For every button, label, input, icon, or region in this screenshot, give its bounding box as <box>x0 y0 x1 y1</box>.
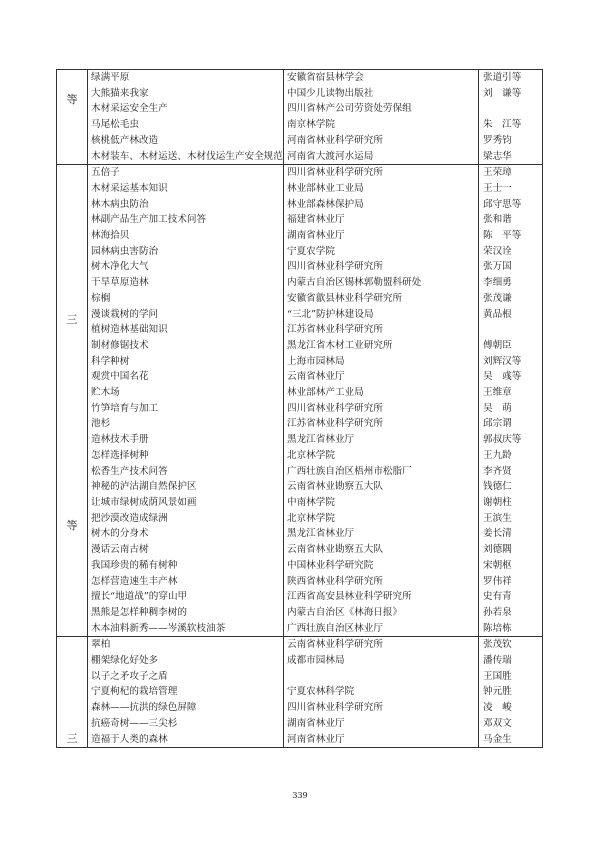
title-cell: 森林——抗洪的绿色屏障 <box>88 700 284 716</box>
title-cell: 池杉 <box>88 416 284 432</box>
author-cell: 谢朝柱 <box>479 495 543 511</box>
unit-cell: 北京林学院 <box>284 511 479 527</box>
title-cell: 怎样选择树种 <box>88 448 284 464</box>
title-cell: 树木的分身术 <box>88 526 284 542</box>
unit-cell: 湖南省林业厅 <box>284 716 479 732</box>
title-cell: 观赏中国名花 <box>88 369 284 385</box>
unit-cell: 福建省林业厅 <box>284 212 479 228</box>
title-cell: 松香生产技术问答 <box>88 464 284 480</box>
author-cell: 李细勇 <box>479 275 543 291</box>
title-cell: 黑熊是怎样种稠李树的 <box>88 605 284 621</box>
table-row <box>88 401 543 417</box>
author-cell: 刘德隅 <box>479 542 543 558</box>
author-cell: 张和谐 <box>479 212 543 228</box>
rank-label: 等 <box>66 93 78 106</box>
table-row <box>88 432 543 448</box>
unit-cell: 内蒙古自治区锡林郭勒盟科研处 <box>284 275 479 291</box>
table-row <box>88 259 543 275</box>
unit-cell: 四川省林业科学研究所 <box>284 700 479 716</box>
title-cell: 漫话云南古树 <box>88 542 284 558</box>
title-cell: 马尾松毛虫 <box>88 117 284 133</box>
author-cell: 刘辉汉等 <box>479 354 543 370</box>
author-cell: 宋朝枢 <box>479 558 543 574</box>
author-cell: 马金生 <box>479 732 543 748</box>
unit-cell: 河南省林业厅 <box>284 732 479 748</box>
author-cell: 王九龄 <box>479 448 543 464</box>
table-row <box>88 526 543 542</box>
table-row <box>88 479 543 495</box>
title-cell: 制材修锯技术 <box>88 338 284 354</box>
author-cell: 罗伟祥 <box>479 574 543 590</box>
table-row <box>88 448 543 464</box>
title-cell: 漫谈栽树的学问 <box>88 307 284 323</box>
author-cell: 陈 平等 <box>479 228 543 244</box>
title-cell: 竹笋培育与加工 <box>88 401 284 417</box>
author-cell <box>479 101 543 117</box>
title-cell: 擅长“地道战”的穿山甲 <box>88 589 284 605</box>
table-group <box>57 165 543 637</box>
rank-cell <box>57 637 88 747</box>
title-cell: 林木病虫防治 <box>88 197 284 213</box>
author-cell: 李齐贤 <box>479 464 543 480</box>
author-cell: 傅朝臣 <box>479 338 543 354</box>
table-row <box>88 307 543 323</box>
unit-cell: 宁夏农学院 <box>284 244 479 260</box>
unit-cell: 南京林学院 <box>284 117 479 133</box>
title-cell: 林海拾贝 <box>88 228 284 244</box>
unit-cell: 江西省高安县林业科学研究所 <box>284 589 479 605</box>
awards-table <box>56 69 543 748</box>
author-cell: 孙若泉 <box>479 605 543 621</box>
unit-cell: 广西壮族自治区林业厅 <box>284 621 479 637</box>
table-row <box>88 338 543 354</box>
unit-cell: 陕西省林业科学研究所 <box>284 574 479 590</box>
title-cell: 木材采运基本知识 <box>88 181 284 197</box>
author-cell: 刘 谦等 <box>479 86 543 102</box>
author-cell: 王荣璋 <box>479 165 543 181</box>
author-cell: 吴 彧等 <box>479 369 543 385</box>
author-cell: 王士一 <box>479 181 543 197</box>
author-cell: 郭叔庆等 <box>479 432 543 448</box>
unit-cell: 黑龙江省林业厅 <box>284 432 479 448</box>
author-cell: 陈培栋 <box>479 621 543 637</box>
unit-cell: 林业部森林保护局 <box>284 197 479 213</box>
unit-cell <box>284 669 479 685</box>
table-row <box>88 495 543 511</box>
table-row <box>88 637 543 653</box>
unit-cell: 云南省林业勘察五大队 <box>284 542 479 558</box>
title-cell: 植树造林基础知识 <box>88 322 284 338</box>
author-cell: 黄品根 <box>479 307 543 323</box>
title-cell: 核桃低产林改造 <box>88 133 284 149</box>
table-row <box>88 464 543 480</box>
rank-cell <box>57 165 88 636</box>
table-row <box>88 385 543 401</box>
page-number: 339 <box>292 791 308 800</box>
table-row <box>88 244 543 260</box>
unit-cell: “三北”防护林建设局 <box>284 307 479 323</box>
title-cell: 让城市绿树成荫风景如画 <box>88 495 284 511</box>
unit-cell: 湖南省林业厅 <box>284 228 479 244</box>
title-cell: 造福于人类的森林 <box>88 732 284 748</box>
author-cell: 吴 萌 <box>479 401 543 417</box>
table-row <box>88 275 543 291</box>
rank-label: 三 <box>66 732 78 746</box>
author-cell: 梁志华 <box>479 149 543 165</box>
unit-cell: 四川省林业科学研究所 <box>284 165 479 181</box>
author-cell: 张茂钦 <box>479 637 543 653</box>
author-cell: 姜长清 <box>479 526 543 542</box>
unit-cell: 宁夏农林科学院 <box>284 684 479 700</box>
table-row <box>88 558 543 574</box>
title-cell: 树木净化大气 <box>88 259 284 275</box>
title-cell: 木材装车、木材运送、木材伐运生产安全规范 <box>88 149 284 165</box>
unit-cell: 云南省林业科学研究所 <box>284 637 479 653</box>
table-row <box>88 684 543 700</box>
unit-cell: 四川省林产公司劳资处劳保组 <box>284 101 479 117</box>
table-row <box>88 354 543 370</box>
title-cell: 棚架绿化好处多 <box>88 653 284 669</box>
table-row <box>88 101 543 117</box>
author-cell: 钟元胜 <box>479 684 543 700</box>
table-row <box>88 228 543 244</box>
table-row <box>88 700 543 716</box>
title-cell: 干旱草原造林 <box>88 275 284 291</box>
table-row <box>88 291 543 307</box>
table-row <box>88 369 543 385</box>
table-row <box>88 165 543 181</box>
table-row <box>88 70 543 86</box>
title-cell: 木材采运安全生产 <box>88 101 284 117</box>
unit-cell: 河南省大渡河水运局 <box>284 149 479 165</box>
author-cell <box>479 322 543 338</box>
author-cell: 王滨生 <box>479 511 543 527</box>
table-row <box>88 416 543 432</box>
table-row <box>88 117 543 133</box>
title-cell: 贮木场 <box>88 385 284 401</box>
table-row <box>88 653 543 669</box>
unit-cell: 云南省林业勘察五大队 <box>284 479 479 495</box>
title-cell: 科学种树 <box>88 354 284 370</box>
author-cell: 张茂谦 <box>479 291 543 307</box>
unit-cell: 林业部林产工业局 <box>284 385 479 401</box>
author-cell: 王维章 <box>479 385 543 401</box>
author-cell: 凌 峻 <box>479 700 543 716</box>
unit-cell: 中国林业科学研究院 <box>284 558 479 574</box>
author-cell: 张道引等 <box>479 70 543 86</box>
unit-cell: 成都市园林局 <box>284 653 479 669</box>
unit-cell: 中国少儿读物出版社 <box>284 86 479 102</box>
table-row <box>88 542 543 558</box>
title-cell: 园林病虫害防治 <box>88 244 284 260</box>
author-cell: 王国胜 <box>479 669 543 685</box>
rank-label: 等 <box>66 519 78 533</box>
title-cell: 大熊猫来我家 <box>88 86 284 102</box>
unit-cell: 中南林学院 <box>284 495 479 511</box>
table-row <box>88 181 543 197</box>
title-cell: 把沙漠改造成绿洲 <box>88 511 284 527</box>
title-cell: 神秘的泸沽湖自然保护区 <box>88 479 284 495</box>
table-row <box>88 149 543 165</box>
unit-cell: 江苏省林业科学研究所 <box>284 416 479 432</box>
table-row <box>88 669 543 685</box>
table-row <box>88 322 543 338</box>
author-cell: 张万国 <box>479 259 543 275</box>
table-row <box>88 511 543 527</box>
table-row <box>88 86 543 102</box>
author-cell: 邓双文 <box>479 716 543 732</box>
title-cell: 我国珍贵的稀有树种 <box>88 558 284 574</box>
table-row <box>88 197 543 213</box>
title-cell: 以子之矛攻子之盾 <box>88 669 284 685</box>
title-cell: 棕榈 <box>88 291 284 307</box>
title-cell: 林副产品生产加工技术问答 <box>88 212 284 228</box>
unit-cell: 河南省林业科学研究所 <box>284 133 479 149</box>
author-cell: 邱守思等 <box>479 197 543 213</box>
unit-cell: 北京林学院 <box>284 448 479 464</box>
unit-cell: 云南省林业厅 <box>284 369 479 385</box>
title-cell: 翠柏 <box>88 637 284 653</box>
author-cell: 钱德仁 <box>479 479 543 495</box>
table-row <box>88 212 543 228</box>
title-cell: 造林技术手册 <box>88 432 284 448</box>
unit-cell: 内蒙古自治区《林海日报》 <box>284 605 479 621</box>
title-cell: 绿满平原 <box>88 70 284 86</box>
author-cell: 罗秀钧 <box>479 133 543 149</box>
unit-cell: 黑龙江省木材工业研究所 <box>284 338 479 354</box>
unit-cell: 安徽省歙县林业科学研究所 <box>284 291 479 307</box>
title-cell: 抗癌奇树——三尖杉 <box>88 716 284 732</box>
rank-label: 三 <box>66 313 78 327</box>
table-row <box>88 605 543 621</box>
author-cell: 朱 江等 <box>479 117 543 133</box>
title-cell: 宁夏枸杞的栽培管理 <box>88 684 284 700</box>
unit-cell: 广西壮族自治区梧州市松脂厂 <box>284 464 479 480</box>
table-row <box>88 133 543 149</box>
unit-cell: 四川省林业科学研究所 <box>284 259 479 275</box>
table-row <box>88 621 543 637</box>
unit-cell: 上海市园林局 <box>284 354 479 370</box>
rank-cell <box>57 70 88 164</box>
unit-cell: 林业部林业工业局 <box>284 181 479 197</box>
table-group <box>57 70 543 165</box>
author-cell: 邱宗谓 <box>479 416 543 432</box>
table-row <box>88 574 543 590</box>
author-cell: 荣汉诠 <box>479 244 543 260</box>
title-cell: 五倍子 <box>88 165 284 181</box>
unit-cell: 四川省林业科学研究所 <box>284 401 479 417</box>
title-cell: 怎样营造速生丰产林 <box>88 574 284 590</box>
unit-cell: 江苏省林业科学研究所 <box>284 322 479 338</box>
unit-cell: 安徽省宿县林学会 <box>284 70 479 86</box>
table-row <box>88 589 543 605</box>
table-group <box>57 637 543 748</box>
unit-cell: 黑龙江省林业厅 <box>284 526 479 542</box>
author-cell: 潘传瑞 <box>479 653 543 669</box>
table-row <box>88 732 543 748</box>
table-row <box>88 716 543 732</box>
author-cell: 史有青 <box>479 589 543 605</box>
title-cell: 木本油料新秀——岑溪软枝油茶 <box>88 621 284 637</box>
